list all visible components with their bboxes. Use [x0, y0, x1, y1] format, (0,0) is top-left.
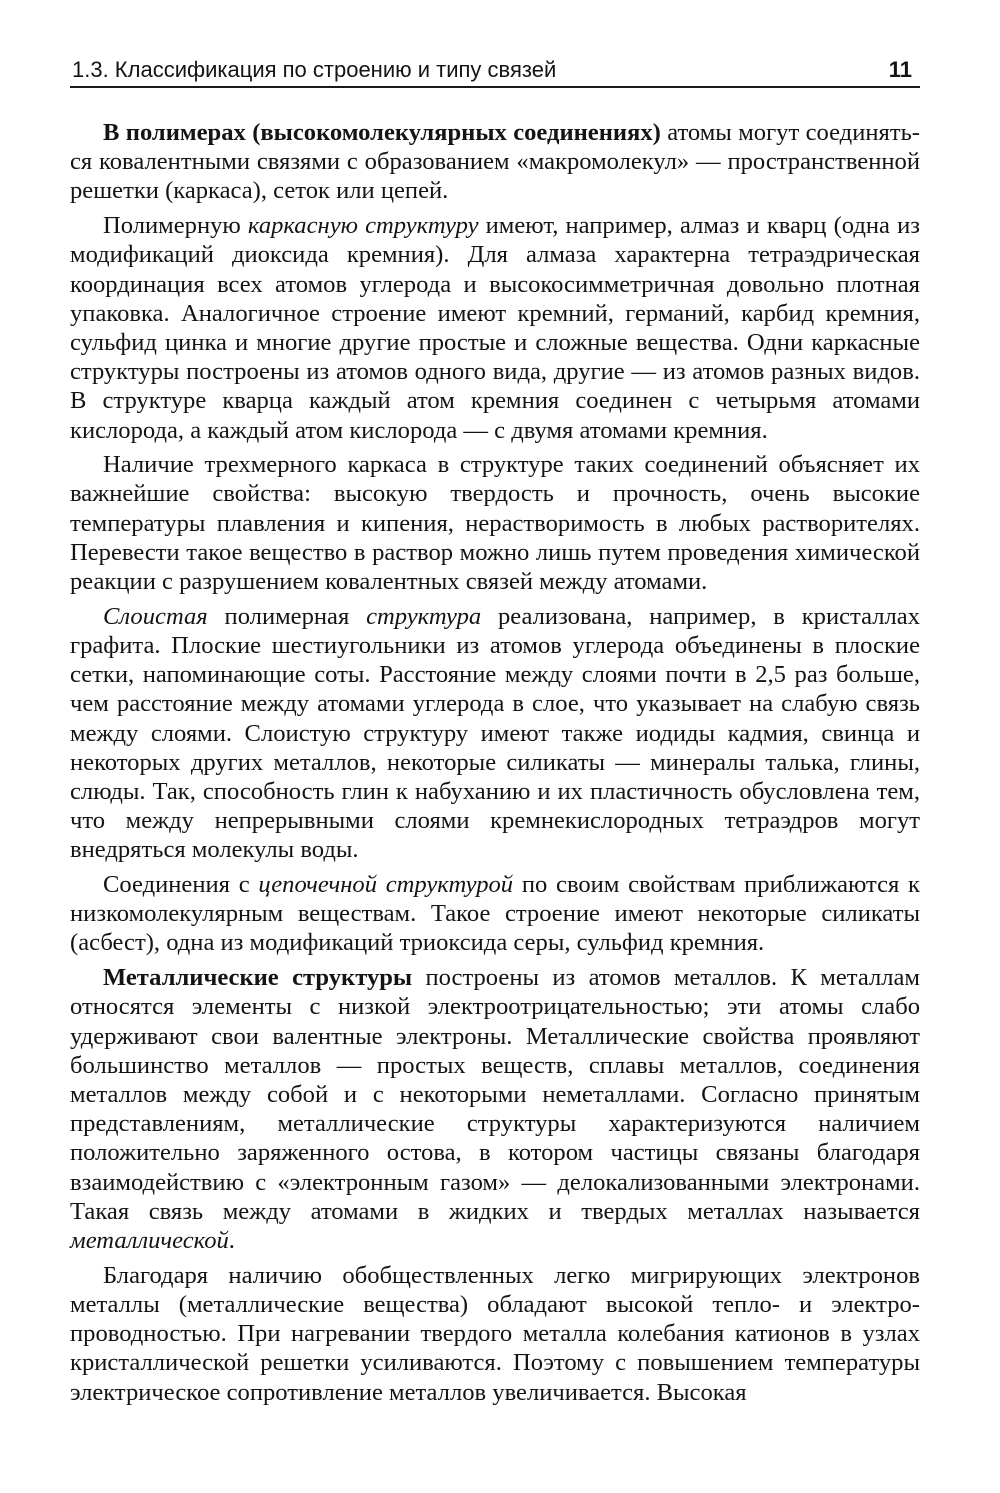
term-polymers: В полимерах (высокомолекулярных соединениях): [103, 119, 661, 146]
paragraph-framework-structure: [70, 211, 920, 445]
term-structure: структура: [366, 602, 482, 630]
term-metallic-structures: Металлические структуры: [103, 964, 413, 992]
text-run: Полимерную: [103, 212, 248, 240]
text-run: атомы могут соединяться ковалентными связями с образованием «макромолекул» — пространственной решетки (каркаса), сеток или цепей.: [70, 119, 920, 205]
paragraph-chain-structure: [70, 870, 920, 958]
text-run: имеют, например, алмаз и кварц (одна из модификаций диоксида кремния). Для алмаза характерна тетраэдрическая координация всех атомов углерода и высокосимметричная довольно плотная упаковка. Аналогичное строение имеют кремний, германий, карбид кремния, сульфид цинка и многие другие простые и сложные вещества. Одни каркасные структуры построены из атомов одного вида, другие — из атомов разных видов. В структуре кварца каждый атом кремния соединен с четырьмя атомами кислорода, а каждый атом кислорода — с двумя атомами кремния.: [70, 212, 920, 444]
term-framework-structure: каркасную структуру: [247, 212, 479, 240]
text-run: Наличие трехмерного каркаса в структуре таких соединений объясняет их важнейшие свойства: высокую твердость и прочность, очень высокие температуры плавления и кипения, нерастворимость в любых растворителях. Перевести такое вещество в раствор можно лишь путем проведения химической реакции с разрушением ковалентных связей между атомами.: [70, 451, 920, 596]
paragraph-metal-conductivity: [70, 1261, 920, 1407]
text-run: Соединения с: [103, 871, 259, 899]
paragraph-polymers: [70, 118, 920, 206]
section-title: 1.3. Классификация по строению и типу связей: [72, 57, 557, 82]
running-header: [70, 58, 920, 88]
text-run: по своим свойствам приближаются к низкомолекулярным веществам. Такое строение имеют некоторые силикаты (асбест), одна из модификаций триоксида серы, сульфид кремния.: [70, 871, 920, 957]
term-chain-structure: цепочечной структурой: [258, 871, 514, 899]
body-text: [70, 118, 920, 1407]
paragraph-framework-properties: [70, 450, 920, 596]
term-layered: Слоистая: [103, 602, 208, 630]
text-run: построены из атомов металлов. К металлам относятся элементы с низкой электроотрицательностью; эти атомы слабо удерживают свои валентные электроны. Металлические свойства проявляют большинство металлов — простых веществ, сплавы металлов, соединения металлов между собой и с некоторыми неметаллами. Согласно принятым представлениям, металлические структуры характеризуются наличием положительно заряженного остова, в котором частицы связаны благодаря взаимодействию с «электронным газом» — делокализованными электронами. Такая связь между атомами в жидких и твердых металлах называется: [70, 964, 920, 1225]
paragraph-layered-structure: [70, 602, 920, 865]
term-metallic: металлической: [70, 1227, 229, 1255]
paragraph-metallic-structures: [70, 963, 920, 1255]
page-number: 11: [888, 57, 912, 82]
book-page: [70, 58, 920, 1412]
text-run: .: [228, 1227, 235, 1255]
text-run: полимерная: [207, 602, 367, 630]
text-run: Благодаря наличию обобществленных легко мигрирующих электронов металлы (металлические вещества) обладают высокой тепло- и электропроводностью. При нагревании твердого металла колебания катионов в узлах кристаллической решетки усиливаются. Поэтому с повышением температуры электрическое сопротивление металлов увеличивается. Высокая: [70, 1261, 920, 1406]
text-run: реализована, например, в кристаллах графита. Плоские шестиугольники из атомов углерода объединены в плоские сетки, напоминающие соты. Расстояние между слоями почти в 2,5 раз больше, чем расстояние между атомами углерода в слое, что указывает на слабую связь между слоями. Слоистую структуру имеют также иодиды кадмия, свинца и некоторых других металлов, некоторые силикаты — минералы талька, глины, слюды. Так, способность глин к набуханию и их пластичность обусловлена тем, что между непрерывными слоями кремнекислородных тетраэдров могут внедряться молекулы воды.: [70, 602, 920, 864]
